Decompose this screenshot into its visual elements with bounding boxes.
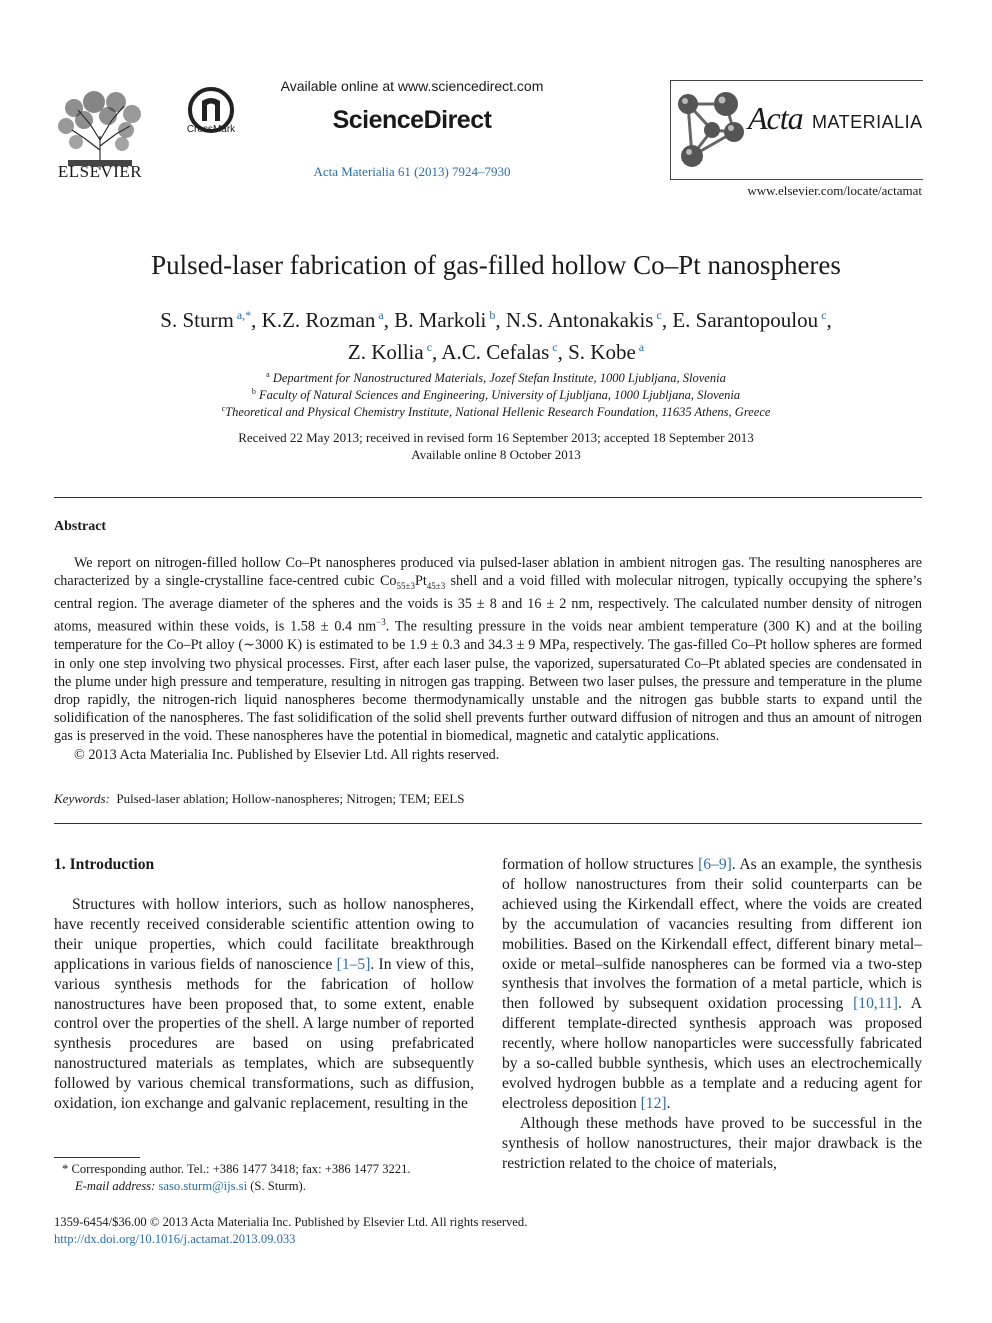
- affiliation-a: $^a$ Department for Nanostructured Materials, Jozef Stefan Institute, 1000 Ljubljana, Slovenia: [266, 370, 726, 385]
- author-affiliation-marker[interactable]: c: [423, 340, 433, 354]
- footnote: * Corresponding author. Tel.: +386 1477 3418; fax: +386 1477 3221. E-mail address: saso.sturm@ijs.si (S. Sturm).: [62, 1162, 411, 1193]
- author-affiliation-marker[interactable]: c: [818, 308, 827, 322]
- author-affiliation-marker[interactable]: c: [549, 340, 558, 354]
- citation-link[interactable]: [12]: [640, 1094, 667, 1112]
- email-link[interactable]: saso.sturm@ijs.si: [158, 1179, 248, 1193]
- issn-line: 1359-6454/$36.00 © 2013 Acta Materialia Inc. Published by Elsevier Ltd. All rights reserved.: [54, 1215, 528, 1229]
- publisher-name: ELSEVIER: [57, 162, 143, 181]
- sciencedirect-logo: ScienceDirect: [332, 106, 492, 134]
- author-affiliation-marker[interactable]: a: [375, 308, 384, 322]
- doi-link[interactable]: http://dx.doi.org/10.1016/j.actamat.2013.09.033: [54, 1232, 296, 1246]
- page-footer: [54, 1214, 922, 1248]
- author-name: Z. Kollia $^c$: [347, 340, 433, 364]
- body-column-left: Structures with hollow interiors, such as hollow nanospheres, have recently received considerable scientific attention owing to their unique properties, which could facilitate breakthrough applications in various fields of nanoscience [1–5]. In view of this, various synthesis methods for the fabrication of hollow nanostructures have been proposed that, to some extent, enable control over the properties of the shell. A large number of reported synthesis procedures are based on using prefabricated nanostructured materials as templates, which are subsequently followed by various chemical transformations, such as diffusion, oxidation, ion exchange and galvanic replacement, resulting in the: [54, 896, 474, 1113]
- body-column-right: formation of hollow structures [6–9]. As an example, the synthesis of hollow nanostructures from their solid counterparts can be achieved using the Kirkendall effect, where the voids are created by the accumulation of vacancies resulting from different ion mobilities. Based on the Kirkendall effect, different binary metal–oxide or metal–sulfide nanospheres can be formed via a two-step synthesis that involves the formation of a metal particle, which is then followed by subsequent oxidation processing [10,11]. A different template-directed synthesis approach was proposed recently, where hollow nanoparticles were successfully fabricated by a so-called bubble synthesis, which uses an electrochemically evolved hydrogen bubble as a template and a reducing agent for electroless deposition [12]. Although these methods have proved to be successful in the synthesis of hollow nanostructures, their major drawback is the restriction related to the choice of materials,: [502, 856, 923, 1172]
- molecule-icon: [672, 82, 752, 174]
- available-online-date: Available online 8 October 2013: [411, 447, 581, 462]
- journal-logo-acta: Acta: [748, 100, 803, 136]
- citation-link[interactable]: [1–5]: [336, 955, 371, 973]
- author-affiliation-marker[interactable]: a: [635, 340, 645, 354]
- affiliation-b: $^b$ Faculty of Natural Sciences and Engineering, University of Ljubljana, 1000 Ljubljana, Slovenia: [251, 387, 741, 402]
- author-name: K.Z. Rozman $^a$: [261, 308, 384, 332]
- author-name: E. Sarantopoulou $^c$: [672, 308, 827, 332]
- journal-homepage[interactable]: www.elsevier.com/locate/actamat: [747, 183, 922, 198]
- article-title: Pulsed-laser fabrication of gas-filled hollow Co–Pt nanospheres: [151, 250, 841, 280]
- author-name: N.S. Antonakakis $^c$: [505, 308, 662, 332]
- affiliation-c: $^c$Theoretical and Physical Chemistry Institute, National Hellenic Research Foundation, 11635 Athens, Greece: [221, 404, 771, 419]
- copyright-line: © 2013 Acta Materialia Inc. Published by Elsevier Ltd. All rights reserved.: [74, 746, 500, 763]
- section-heading-introduction: 1. Introduction: [54, 856, 155, 873]
- received-dates: Received 22 May 2013; received in revised form 16 September 2013; accepted 18 September 2013: [238, 430, 754, 445]
- author-name: S. Kobe $^a$: [568, 340, 645, 364]
- divider-bottom: [54, 823, 922, 824]
- author-affiliation-marker[interactable]: b: [486, 308, 496, 322]
- available-online-text: Available online at www.sciencedirect.com: [280, 78, 544, 94]
- author-list: [40, 302, 952, 366]
- abstract-heading: Abstract: [54, 519, 107, 534]
- divider-top: [54, 497, 922, 498]
- journal-reference-link[interactable]: Acta Materialia 61 (2013) 7924–7930: [313, 164, 511, 179]
- footnote-divider: [54, 1157, 140, 1158]
- author-affiliation-marker[interactable]: c: [653, 308, 662, 322]
- keywords: Keywords: Pulsed-laser ablation; Hollow-nanospheres; Nitrogen; TEM; EELS: [54, 791, 465, 806]
- author-name: B. Markoli $^b$: [394, 308, 496, 332]
- abstract-text: We report on nitrogen-filled hollow Co–Pt nanospheres produced via pulsed-laser ablation in ambient nitrogen gas. The resulting nanospheres are characterized by a single-crystalline face-centred cubic $Co_{55\pm 3}Pt_{45\pm 3}$ shell and a void filled with molecular nitrogen, typically occupying the sphere’s central region. The average diameter of the spheres and the voids is 35 ± 8 and 16 ± 2 nm, respectively. The calculated number density of nitrogen atoms, measured within these voids, is 1.58 ± 0.4 $nm^{-3}$. The resulting pressure in the voids near ambient temperature (300 K) and at the boiling temperature for the Co–Pt alloy (∼3000 K) is estimated to be 1.9 ± 0.3 and 34.3 ± 9 MPa, respectively. The gas-filled Co–Pt hollow spheres are formed in only one step involving two physical processes. First, after each laser pulse, the vaporized, supersaturated Co–Pt ablated species are condensated in the plume under high pressure and temperature, resulting in nitrogen gas trapping. Between two laser pulses, the pressure and temperature in the plume drop rapidly, the nitrogen-rich liquid nanospheres become thermodynamically unstable and the nitrogen gas bubble starts to expand until the solidification of the nanospheres. The fast solidification of the solid shell prevents further outward diffusion of nitrogen and thus an amount of nitrogen gas is preserved in the void. These nanospheres have the potential in biomedical, magnetic and catalytic applications. © 2013 Acta Materialia Inc. Published by Elsevier Ltd. All rights reserved.: [54, 555, 922, 763]
- authors-line-2: Z. Kollia $^c$, A.C. Cefalas $^c$, S. Kobe $^a$: [347, 340, 645, 364]
- citation-link[interactable]: [6–9]: [698, 856, 732, 873]
- author-affiliation-marker[interactable]: a,*: [233, 308, 252, 322]
- crossmark-label: CrossMark: [186, 124, 236, 135]
- author-name: A.C. Cefalas $^c$: [441, 340, 558, 364]
- citation-link[interactable]: [10,11]: [853, 995, 898, 1013]
- author-name: S. Sturm $^{a,*}$: [160, 308, 252, 332]
- authors-line-1: S. Sturm $^{a,*}$, K.Z. Rozman $^a$, B. Markoli $^b$, N.S. Antonakakis $^c$, E. Sarantopoulou $^c$,: [160, 308, 832, 332]
- journal-logo-materialia: MATERIALIA: [812, 112, 923, 132]
